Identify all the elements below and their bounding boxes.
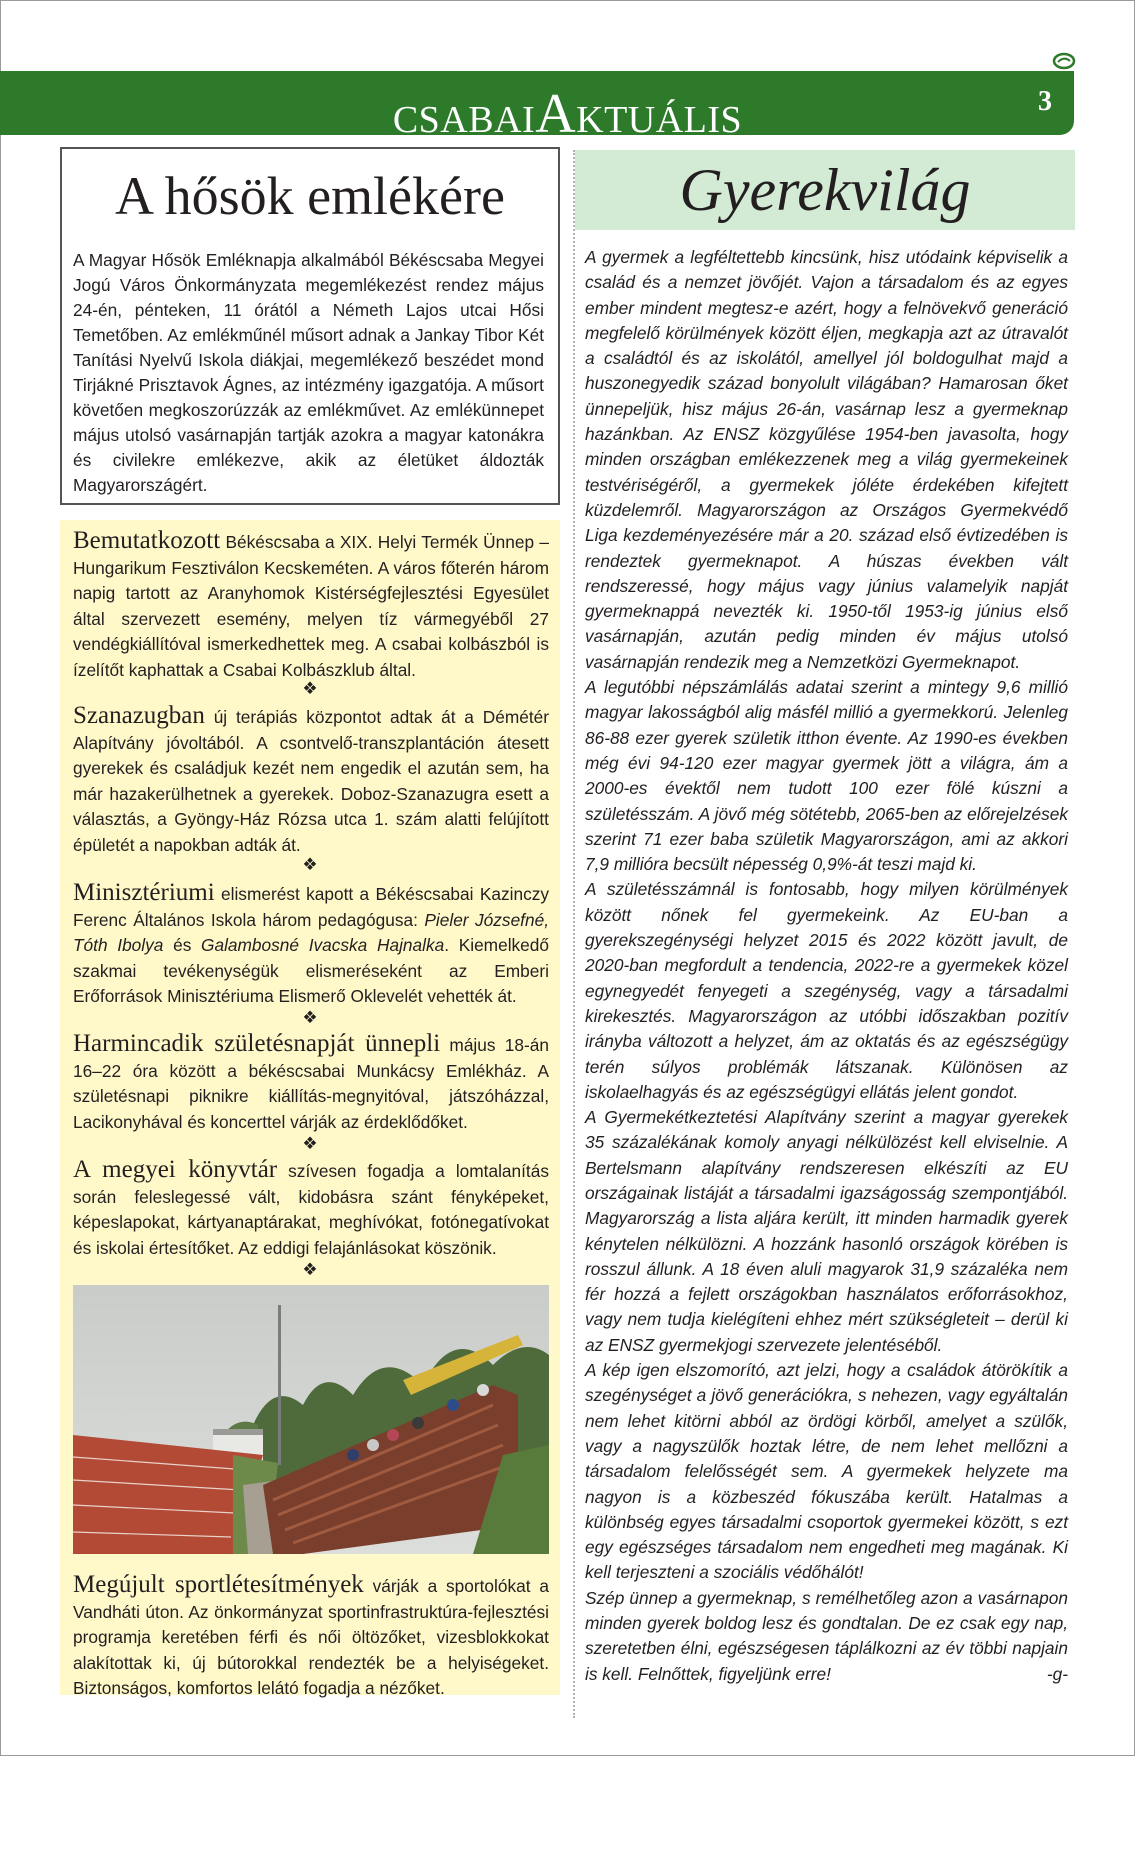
- kids-paragraph-6: [585, 1586, 1068, 1687]
- news-item-2: [73, 703, 549, 858]
- news-body-6: várják a sportolókat a Vandháti úton. Az önkormányzat sportinfrastruktúra-fejlesztési programja keretében férfi és női öltözőket, vizesblokkokat alakítottak ki, új bútorokkal rendezték be a helyiségeket. Biztonságos, komfortos lelátó fogadja a nézőket.: [73, 1576, 549, 1698]
- masthead-part-2: KTUÁLIS: [576, 99, 743, 141]
- news-names-3b: Galambosné Ivacska Hajnalka: [201, 935, 445, 955]
- kids-paragraph-5: A kép igen elszomorító, azt jelzi, hogy a családok átörökítik a szegénységet a jövő generációkra, s nehezen, vagy egyáltalán nem lehet kitörni abból az ördögi körből, amelyet a szülők, vagy a nagyszülők hoztak létre, de nem lehet mellőzni a társadalom felelősségét sem. A gyermekek helyzete ma nagyon is a közbeszéd fókuszába került. Hatalmas a különbség egyes társadalmi csoportok gyermekei között, s ezt egy egészséges társadalom nem engedheti meg magának. Ki kell terjeszteni a szociális védőhálót!: [585, 1360, 1068, 1583]
- news-and-3: és: [163, 935, 202, 955]
- separator-3: ❖: [302, 1008, 318, 1027]
- news-body-4: május 18-án 16–22 óra között a békéscsabai Munkácsy Emlékház. A születésnapi piknikre kiállítás-megnyitóval, játszóházzal, Lacikonyhával és koncerttel várják az érdeklődőket.: [73, 1035, 549, 1132]
- masthead-title: [0, 83, 1135, 145]
- masthead-big-letter: A: [535, 83, 577, 145]
- news-item-3: [73, 880, 549, 1010]
- signature: -g-: [1046, 1663, 1068, 1684]
- news-item-6: [73, 1572, 549, 1702]
- separator-4: ❖: [302, 1134, 318, 1153]
- news-body-1: Békéscsaba a XIX. Helyi Termék Ünnep – Hungarikum Fesztiválon Kecskeméten. A város főterén három napig tartott az Aranyhomok Kistérségfejlesztési Egyesület által szervezett esemény, melyen tíz vármegyéből 27 vendégkiállítóval ismerkedhettek meg. A csabai kolbászból is ízelítőt kaphattak a Csabai Kolbászklub által.: [73, 532, 549, 680]
- news-head-4: Harmincadik születésnapját ünnepli: [73, 1030, 441, 1057]
- kids-title: Gyerekvilág: [679, 157, 971, 223]
- news-body-3a: elismerést kapott a Békéscsabai Kazinczy Ferenc Általános Iskola három pedagógusa:: [73, 884, 549, 930]
- page-number: 3: [1038, 86, 1052, 117]
- separator-2: ❖: [302, 855, 318, 874]
- kids-paragraph-2: A legutóbbi népszámlálás adatai szerint a mintegy 9,6 millió magyar lakosságból alig másfél millió a gyermekkorú. Jelenleg 86-88 ezer gyerek születik itthon évente. Az 1990-es években még évi 94-120 ezer magyar gyermek jött a világra, ám a 2000-es évektől nem tudott 100 ezer fölé kúszni a születésszám. A jövő még sötétebb, 2065-ben az előrejelzések szerint 71 ezer baba születik Magyarországon, ami az akkori 7,9 millióra becsült népesség 0,9%-át teszi majd ki.: [585, 677, 1068, 875]
- news-head-5: A megyei könyvtár: [73, 1156, 278, 1183]
- news-body-5: szívesen fogadja a lomtalanítás során feleslegessé vált, kidobásra szánt fényképeket, képeslapokat, kártyanaptárakat, meghívókat, fotónegatívokat és iskolai értesítőket. Az eddigi felajánlásokat köszönik.: [73, 1161, 549, 1258]
- kids-paragraph-3: A születésszámnál is fontosabb, hogy milyen körülmények között nőnek fel gyermekeink. Az EU-ban a gyerekszegénységi helyzet 2015 és 2022 között javult, de 2020-ban megfordult a tendencia, 2022-re a gyermekek közel egynegyedét fenyegeti a szegénység, vagy a társadalmi kirekesztés. Magyarországon az utóbbi időszakban pozitív irányba változott a helyzet, ám az oktatás és az egészségügy terén súlyos problémák látszanak. Különösen az iskolaelhagyás és az egészségügyi ellátás jelent gondot.: [585, 879, 1068, 1102]
- news-item-4: [73, 1031, 549, 1135]
- news-names-3a: Pieler Józsefné, Tóth Ibolya: [73, 909, 550, 955]
- news-item-5: [73, 1157, 549, 1261]
- news-head-3: Minisztériumi: [73, 879, 215, 906]
- kids-article-text: [585, 245, 1068, 1687]
- kids-paragraph-4: A Gyermekétkeztetési Alapítvány szerint a magyar gyerekek 35 százalékának komoly anyagi nélkülözést kell elviselnie. A Bertelsmann alapítvány rendszeresen elkészíti az EU országainak listáját a társadalmi igazságosság szempontjából. Magyarország a lista aljára került, itt minden harmadik gyerek kénytelen nélkülözni. A hozzánk hasonló országok körében is rosszul állunk. A 18 éven aluli magyarok 31,9 százaléka nem fér hozzá a fejlett országokban használatos erőforrásokhoz, vagy nem tudja kielégíteni ehhez mért szükségleteit – derül ki az ENSZ gyermekjogi szervezete jelentéséből.: [585, 1107, 1068, 1355]
- separator-1: ❖: [302, 679, 318, 698]
- news-body-3b: . Kiemelkedő szakmai tevékenységük elismeréseként az Emberi Erőforrások Minisztériuma Elismerő Oklevelét vehették át.: [73, 935, 550, 1006]
- news-head-1: Bemutatkozott: [73, 527, 221, 554]
- heroes-article: [60, 147, 560, 505]
- news-head-6: Megújult sportlétesítmények: [73, 1571, 364, 1598]
- news-body-2: új terápiás központot adtak át a Démétér Alapítvány jóvoltából. A csontvelő-transzplantáción átesett gyerekek és családjuk kezét nem engedik el azután sem, ha már hazakerülhetnek a gyerekek. Doboz-Szanazugra esett a választás, a Gyöngy-Ház Rózsa utca 1. szám alatti felújított épületét a napokban adták át.: [73, 707, 549, 855]
- masthead-part-1: CSABAI: [392, 99, 536, 141]
- heroes-title: A hősök emlékére: [115, 166, 505, 226]
- news-item-1: [73, 528, 549, 683]
- leaf-logo-icon: [1050, 50, 1078, 72]
- stadium-photo: [73, 1285, 549, 1554]
- separator-5: ❖: [302, 1260, 318, 1279]
- kids-paragraph-6-text: Szép ünnep a gyermeknap, s remélhetőleg azon a vasárnapon minden gyerek boldog lesz és gondtalan. De ez csak egy nap, szeretetben élni, egészségesen táplálkozni az év többi napjain is kell. Felnőttek, figyeljünk erre!: [585, 1587, 1068, 1684]
- heroes-text: A Magyar Hősök Emléknapja alkalmából Békéscsaba Megyei Jogú Város Önkormányzata megemlékezést rendez május 24-én, pénteken, 11 órától a Németh Lajos utcai Hősi Temetőben. Az emlékműnél műsort adnak a Jankay Tibor Két Tanítási Nyelvű Iskola diákjai, megemlékező beszédet mond Tirjákné Prisztavok Ágnes, az intézmény igazgatója. A műsort követően megkoszorúzzák az emlékművet. Az emlékünnepet május utolsó vasárnapján tartják azokra a magyar katonákra és civilekre emlékezve, akik az életüket áldozták Magyarországért.: [73, 250, 544, 495]
- news-head-2: Szanazugban: [73, 702, 205, 729]
- column-divider: [573, 150, 575, 1718]
- news-box: [60, 520, 560, 1698]
- kids-paragraph-1: A gyermek a legféltettebb kincsünk, hisz utódaink képviselik a család és a nemzet jövőjét. Vajon a társadalom és az egyes ember mindent megtesz-e azért, hogy a felnövekvő generáció megfelelő körülmények között éljen, megkapja azt az útravalót a családtól és az iskolától, amellyel jól boldogulhat majd a huszonegyedik század bonyolult világában? Hamarosan őket ünnepeljük, hisz május 26-án, vasárnap lesz a gyermeknap hazánkban. Az ENSZ közgyűlése 1954-ben javasolta, hogy minden országban emlékezzenek meg a világ gyermekeinek testvériségéről, a gyermekek jóléte érdekében kifejtett küzdelemről. Magyarországon az Országos Gyermekvédő Liga kezdeményezésére már a 20. század első évtizedében is rendeztek gyermeknapot. A húszas években vált rendszeressé, hogy május vagy június valamelyik napját gyermeknappá nevezték ki. 1950-től 1953-ig június első vasárnapján, azután pedig minden év május utolsó vasárnapján rendezik meg a Nemzetközi Gyermeknapot.: [585, 247, 1068, 672]
